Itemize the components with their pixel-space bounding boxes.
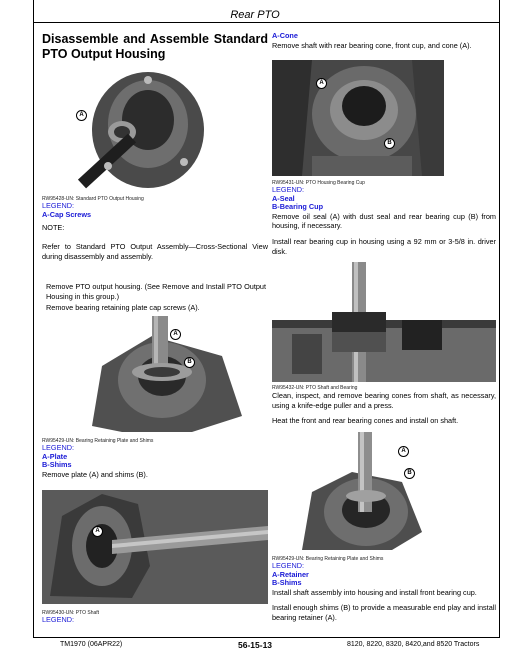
step-install-shaft: Install shaft assembly into housing and install front bearing cup.	[272, 587, 477, 597]
step-remove-oil-seal: Remove oil seal (A) with dust seal and rear bearing cup (B) from housing, if necessary.	[272, 211, 496, 230]
photo-caption: RW95429-UN: Bearing Retaining Plate and Shims	[272, 556, 384, 562]
step-remove-housing: Remove PTO output housing. (See Remove and Install PTO Output Housing in this group.)	[46, 282, 266, 301]
photo-caption: RW95428-UN: Standard PTO Output Housing	[42, 196, 144, 202]
footer-models: 8120, 8220, 8320, 8420,and 8520 Tractors	[347, 641, 480, 648]
photo-shaft-bearing	[272, 262, 496, 382]
legend-item: A-Cap Screws	[42, 209, 92, 219]
photo-retaining-plate	[42, 316, 258, 434]
footer-doc-id: TM1970 (06APR22)	[60, 641, 123, 648]
callout-a: A	[170, 329, 181, 340]
photo-bearing-cup	[272, 60, 444, 176]
footer-page-number: 56-15-13	[238, 640, 273, 650]
legend-item: A-Seal	[272, 193, 295, 203]
callout-a: A	[398, 446, 409, 457]
section-heading: Disassemble and Assemble Standard PTO Output Housing	[42, 32, 268, 61]
callout-a: A	[316, 78, 327, 89]
legend-title: LEGEND:	[42, 201, 75, 210]
bottom-rule	[33, 637, 500, 638]
callout-a: A	[92, 526, 103, 537]
legend-item: A-Cone	[272, 31, 298, 40]
note-label: NOTE:	[42, 223, 65, 232]
step-remove-cap-screws: Remove bearing retaining plate cap screws (A).	[46, 303, 200, 312]
left-column	[42, 30, 268, 62]
photo-caption: RW95429-UN: Bearing Retaining Plate and Shims	[42, 438, 154, 444]
step-remove-plate: Remove plate (A) and shims (B).	[42, 469, 148, 479]
photo-caption: RW95430-UN: PTO Shaft	[42, 610, 100, 616]
frame-right-border	[499, 0, 500, 637]
callout-b: B	[384, 138, 395, 149]
legend-item: A-Retainer	[272, 569, 309, 579]
callout-b: B	[404, 468, 415, 479]
step-install-bearing-cup: Install rear bearing cup in housing using a 92 mm or 3-5/8 in. driver disk.	[272, 237, 496, 256]
note-text: Refer to Standard PTO Output Assembly—Cross-Sectional View during disassembly and assembly.	[42, 242, 268, 261]
legend-title: LEGEND:	[272, 185, 305, 194]
legend-item: B-Bearing Cup	[272, 202, 324, 211]
photo-caption: RW95432-UN: PTO Shaft and Bearing	[272, 385, 358, 391]
legend-item: B-Shims	[272, 578, 302, 587]
step-heat-cones: Heat the front and rear bearing cones and install on shaft.	[272, 416, 459, 425]
photo-caption: RW95431-UN: PTO Housing Bearing Cup	[272, 180, 365, 186]
frame-left-border	[33, 0, 34, 637]
legend-item: B-Shims	[42, 460, 72, 469]
step-clean-inspect: Clean, inspect, and remove bearing cones from shaft, as necessary, using a knife-edge puller and a press.	[272, 391, 496, 410]
step-remove-shaft: Remove shaft with rear bearing cone, front cup, and cone (A).	[272, 40, 472, 50]
legend-title: LEGEND:	[42, 443, 75, 452]
photo-retainer-shims	[272, 432, 444, 552]
photo-pto-shaft	[42, 486, 268, 606]
header-rule	[33, 22, 500, 23]
photo-output-housing	[42, 66, 242, 192]
legend-title: LEGEND:	[42, 615, 75, 624]
step-install-shims: Install enough shims (B) to provide a measurable end play and install bearing retainer (A).	[272, 603, 496, 622]
callout-a: A	[76, 110, 87, 121]
callout-b: B	[184, 357, 195, 368]
legend-item: A-Plate	[42, 451, 68, 461]
page-header-title: Rear PTO	[230, 9, 280, 21]
legend-title: LEGEND:	[272, 561, 305, 570]
